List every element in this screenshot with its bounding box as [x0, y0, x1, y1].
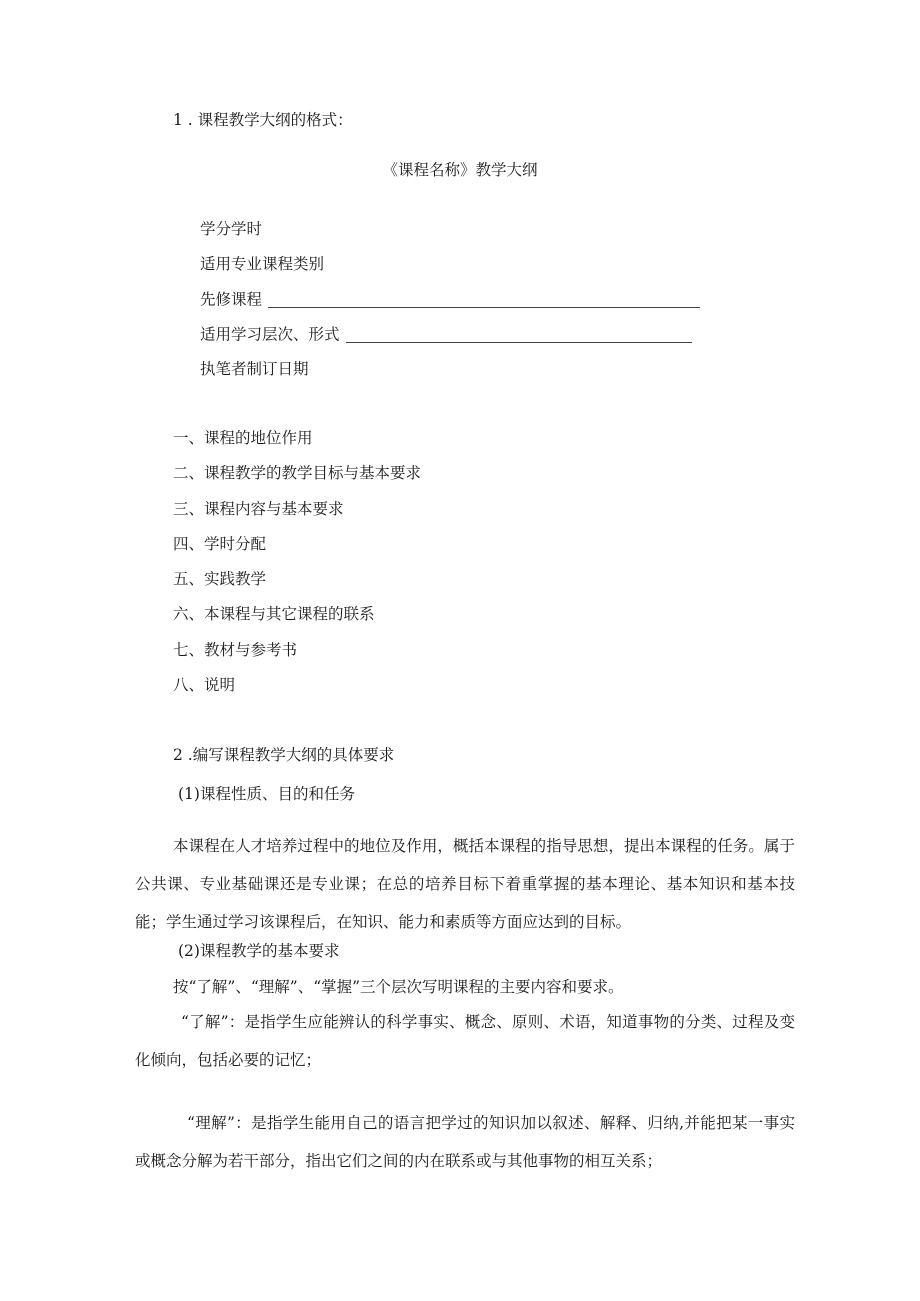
paragraph-course-nature: 本课程在人才培养过程中的地位及作用，概括本课程的指导思想，提出本课程的任务。属于公共课、专业基础课还是专业课；在总的培养目标下着重掌握的基本理论、基本知识和基本技能；学生通过学习该课程后，在知识、能力和素质等方面应达到的目标。	[135, 837, 795, 931]
toc-item: 四、学时分配	[173, 535, 267, 553]
field-prerequisite	[200, 292, 700, 308]
toc-item: 三、课程内容与基本要求	[173, 500, 344, 518]
field-level-form-label: 适用学习层次、形式	[200, 325, 340, 344]
field-major-category: 适用专业课程类别	[200, 255, 325, 273]
toc-item: 六、本课程与其它课程的联系	[173, 605, 375, 623]
paragraph-levels: 按“了解”、“理解”、“掌握”三个层次写明课程的主要内容和要求。	[173, 978, 624, 996]
level-form-blank-line	[346, 327, 692, 343]
field-author-date: 执笔者制订日期	[200, 360, 309, 378]
field-prerequisite-label: 先修课程	[200, 290, 263, 309]
field-level-form	[200, 327, 692, 343]
paragraph-understand-know: “了解”：是指学生应能辨认的科学事实、概念、原则、术语，知道事物的分类、过程及变化倾向，包括必要的记忆；	[135, 1013, 795, 1069]
subsection-1-heading: (1)课程性质、目的和任务	[178, 785, 355, 803]
section-1-heading: 1 . 课程教学大纲的格式：	[173, 111, 353, 129]
field-credits-hours: 学分学时	[200, 220, 263, 238]
prerequisite-blank-line	[268, 292, 700, 308]
toc-item: 五、实践教学	[173, 570, 267, 588]
toc-item: 一、课程的地位作用	[173, 429, 313, 447]
toc-item: 八、说明	[173, 676, 236, 694]
section-2-heading: 2 .编写课程教学大纲的具体要求	[173, 746, 395, 764]
subsection-2-heading: (2)课程教学的基本要求	[178, 942, 340, 960]
toc-item: 七、教材与参考书	[173, 641, 298, 659]
document-title: 《课程名称》教学大纲	[382, 161, 538, 179]
paragraph-comprehend: “理解”：是指学生能用自己的语言把学过的知识加以叙述、解释、归纳,并能把某一事实或概念分解为若干部分，指出它们之间的内在联系或与其他事物的相互关系；	[135, 1114, 795, 1170]
toc-item: 二、课程教学的教学目标与基本要求	[173, 464, 422, 482]
